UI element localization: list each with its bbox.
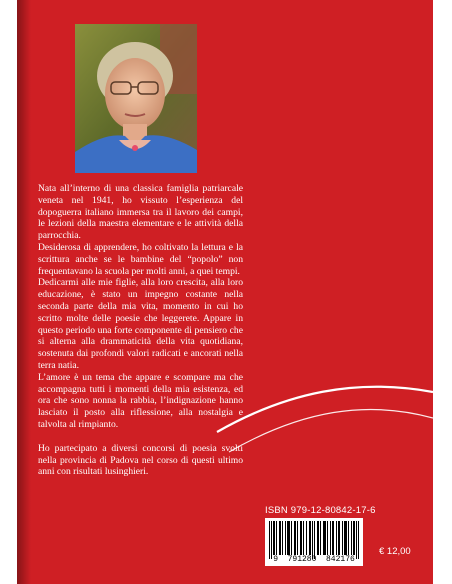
back-cover [17, 0, 433, 584]
isbn-label: ISBN 979-12-80842-17-6 [265, 505, 376, 516]
bio-paragraph: Dedicarmi alle mie figlie, alla loro crescita, alla loro educazione, è stato un impegno costante nella seconda parte della mia vita, momento in cui ho scritto molte delle poesie che leggerete. Appare in questo periodo una forte componente di pensiero che si alterna alla drammaticità della vita quotidiana, sostenuta dai profondi valori radicati e ancorati nella terra natia. [38, 277, 243, 371]
bio-paragraph: L’amore è un tema che appare e scompare ma che accompagna tutti i momenti della mia esistenza, ed ora che sono nonna la rabbia, l’indignazione hanno lasciato il posto alla riflessione, alla nostalgia e talvolta al rimpianto. [38, 371, 243, 430]
bio-paragraph: Desiderosa di apprendere, ho coltivato la lettura e la scrittura anche se le bambine del “popolo” non frequentavano la scuola per molti anni, a quei tempi. [38, 241, 243, 277]
barcode [265, 518, 363, 566]
price-label: € 12,00 [379, 546, 411, 557]
author-photo [75, 24, 197, 173]
bio-paragraph: Ho partecipato a diversi concorsi di poesia svolti nella provincia di Padova nel corso di questi ultimo anni con risultati lusinghieri. [38, 442, 243, 478]
author-biography [38, 183, 243, 478]
barcode-bars [269, 521, 359, 559]
bio-paragraph: Nata all’interno di una classica famiglia patriarcale veneta nel 1941, ho vissuto l’esperienza del dopoguerra italiano immersa tra il lavoro dei campi, le lezioni della maestra elementare e le attività della parrocchia. [38, 183, 243, 242]
barcode-digits: 9 791280 842176 [273, 555, 355, 564]
